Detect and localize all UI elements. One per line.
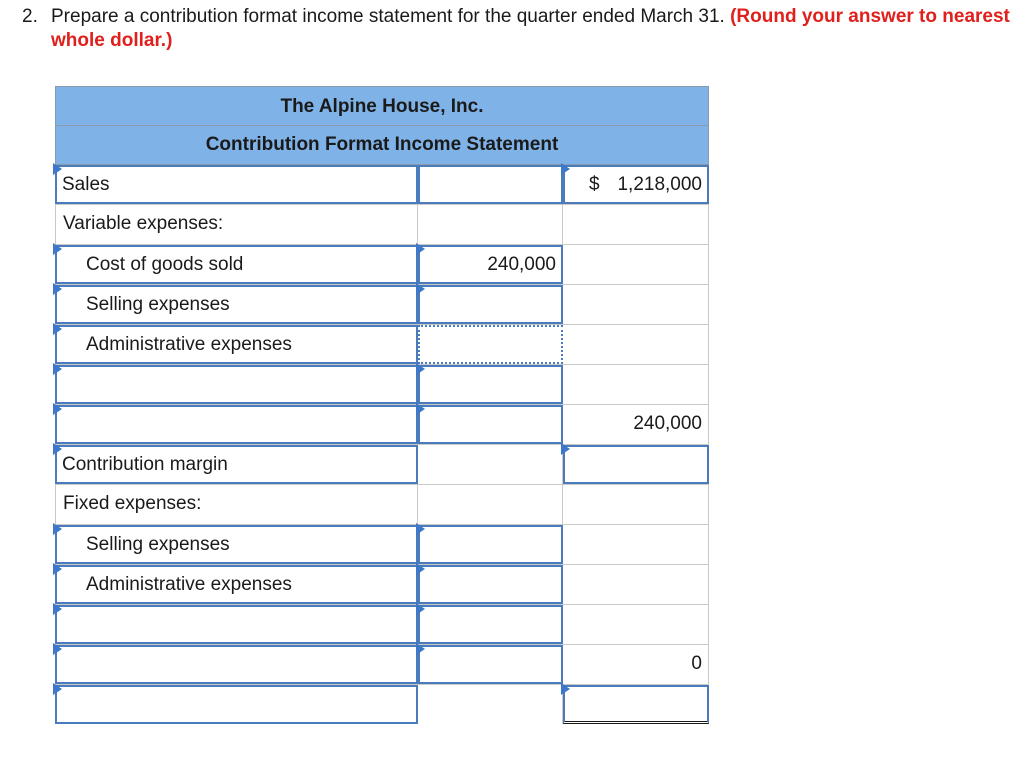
sales-amount-input[interactable] — [563, 165, 709, 204]
total-variable-mid-input[interactable] — [418, 405, 563, 444]
row-total-fixed — [55, 645, 709, 685]
row-fixed-selling — [55, 525, 709, 565]
variable-expenses-label: Variable expenses: — [55, 205, 418, 244]
row-net-operating-income — [55, 685, 709, 724]
total-fixed-amount: 0 — [563, 645, 709, 684]
input-marker-icon — [416, 563, 425, 575]
input-marker-icon — [416, 403, 425, 415]
sales-amount: 1,218,000 — [617, 174, 702, 195]
total-variable-label-input[interactable] — [55, 405, 418, 444]
row-variable-blank — [55, 365, 709, 405]
input-marker-icon — [53, 283, 62, 295]
sales-label-input[interactable]: Sales — [55, 165, 418, 204]
input-marker-icon — [53, 243, 62, 255]
input-marker-icon — [416, 283, 425, 295]
row-total-variable — [55, 405, 709, 445]
input-marker-icon — [53, 683, 62, 695]
fixed-selling-right — [563, 525, 709, 564]
row-cost-of-goods-sold — [55, 245, 709, 285]
row-fixed-expenses — [55, 485, 709, 525]
variable-selling-right — [563, 285, 709, 324]
variable-blank-right — [563, 365, 709, 404]
row-fixed-blank — [55, 605, 709, 645]
currency-symbol: $ — [589, 174, 600, 195]
input-marker-icon — [416, 643, 425, 655]
net-income-label-input[interactable] — [55, 685, 418, 724]
total-fixed-label-input[interactable] — [55, 645, 418, 684]
input-marker-icon — [53, 643, 62, 655]
input-marker-icon — [561, 683, 570, 695]
question-prompt — [22, 5, 1017, 53]
total-fixed-mid-input[interactable] — [418, 645, 563, 684]
input-marker-icon — [416, 603, 425, 615]
question-body: Prepare a contribution format income statement for the quarter ended March 31. — [51, 6, 725, 27]
input-marker-icon — [561, 163, 570, 175]
rounding-instruction: (Round your answer to nearest whole dollar.) — [51, 6, 1010, 51]
variable-expenses-right — [563, 205, 709, 244]
input-marker-icon — [53, 163, 62, 175]
input-marker-icon — [561, 443, 570, 455]
input-marker-icon — [416, 243, 425, 255]
variable-selling-amount-input[interactable] — [418, 285, 563, 324]
cogs-amount-input[interactable]: 240,000 — [418, 245, 563, 284]
row-variable-admin — [55, 325, 709, 365]
input-marker-icon — [53, 523, 62, 535]
row-sales — [55, 165, 709, 205]
variable-admin-label-input[interactable]: Administrative expenses — [55, 325, 418, 364]
fixed-expenses-label: Fixed expenses: — [55, 485, 418, 524]
input-marker-icon — [53, 403, 62, 415]
row-variable-expenses — [55, 205, 709, 245]
fixed-expenses-right — [563, 485, 709, 524]
fixed-admin-amount-input[interactable] — [418, 565, 563, 604]
sales-mid-input[interactable] — [418, 165, 563, 204]
variable-blank-amount-input[interactable] — [418, 365, 563, 404]
variable-admin-amount-input[interactable] — [418, 325, 563, 364]
statement-title: Contribution Format Income Statement — [55, 126, 709, 165]
contribution-margin-amount-input[interactable] — [563, 445, 709, 484]
total-variable-amount: 240,000 — [563, 405, 709, 444]
fixed-blank-right — [563, 605, 709, 644]
row-fixed-admin — [55, 565, 709, 605]
net-income-amount-input[interactable] — [563, 685, 709, 724]
net-income-mid — [418, 685, 563, 724]
input-marker-icon — [53, 603, 62, 615]
input-marker-icon — [53, 443, 62, 455]
row-variable-selling — [55, 285, 709, 325]
question-text — [51, 5, 1017, 53]
variable-admin-right — [563, 325, 709, 364]
fixed-blank-label-input[interactable] — [55, 605, 418, 644]
input-marker-icon — [416, 363, 425, 375]
company-name: The Alpine House, Inc. — [55, 86, 709, 126]
question-number: 2. — [22, 6, 38, 27]
fixed-blank-amount-input[interactable] — [418, 605, 563, 644]
fixed-admin-right — [563, 565, 709, 604]
input-marker-icon — [53, 563, 62, 575]
row-contribution-margin — [55, 445, 709, 485]
cogs-label-input[interactable]: Cost of goods sold — [55, 245, 418, 284]
fixed-admin-label-input[interactable]: Administrative expenses — [55, 565, 418, 604]
variable-selling-label-input[interactable]: Selling expenses — [55, 285, 418, 324]
contribution-margin-mid — [418, 445, 563, 484]
fixed-selling-amount-input[interactable] — [418, 525, 563, 564]
variable-expenses-mid — [418, 205, 563, 244]
contribution-margin-label-input[interactable]: Contribution margin — [55, 445, 418, 484]
fixed-expenses-mid — [418, 485, 563, 524]
income-statement — [55, 86, 709, 724]
input-marker-icon — [53, 363, 62, 375]
cogs-right — [563, 245, 709, 284]
fixed-selling-label-input[interactable]: Selling expenses — [55, 525, 418, 564]
variable-blank-label-input[interactable] — [55, 365, 418, 404]
input-marker-icon — [416, 523, 425, 535]
input-marker-icon — [53, 323, 62, 335]
